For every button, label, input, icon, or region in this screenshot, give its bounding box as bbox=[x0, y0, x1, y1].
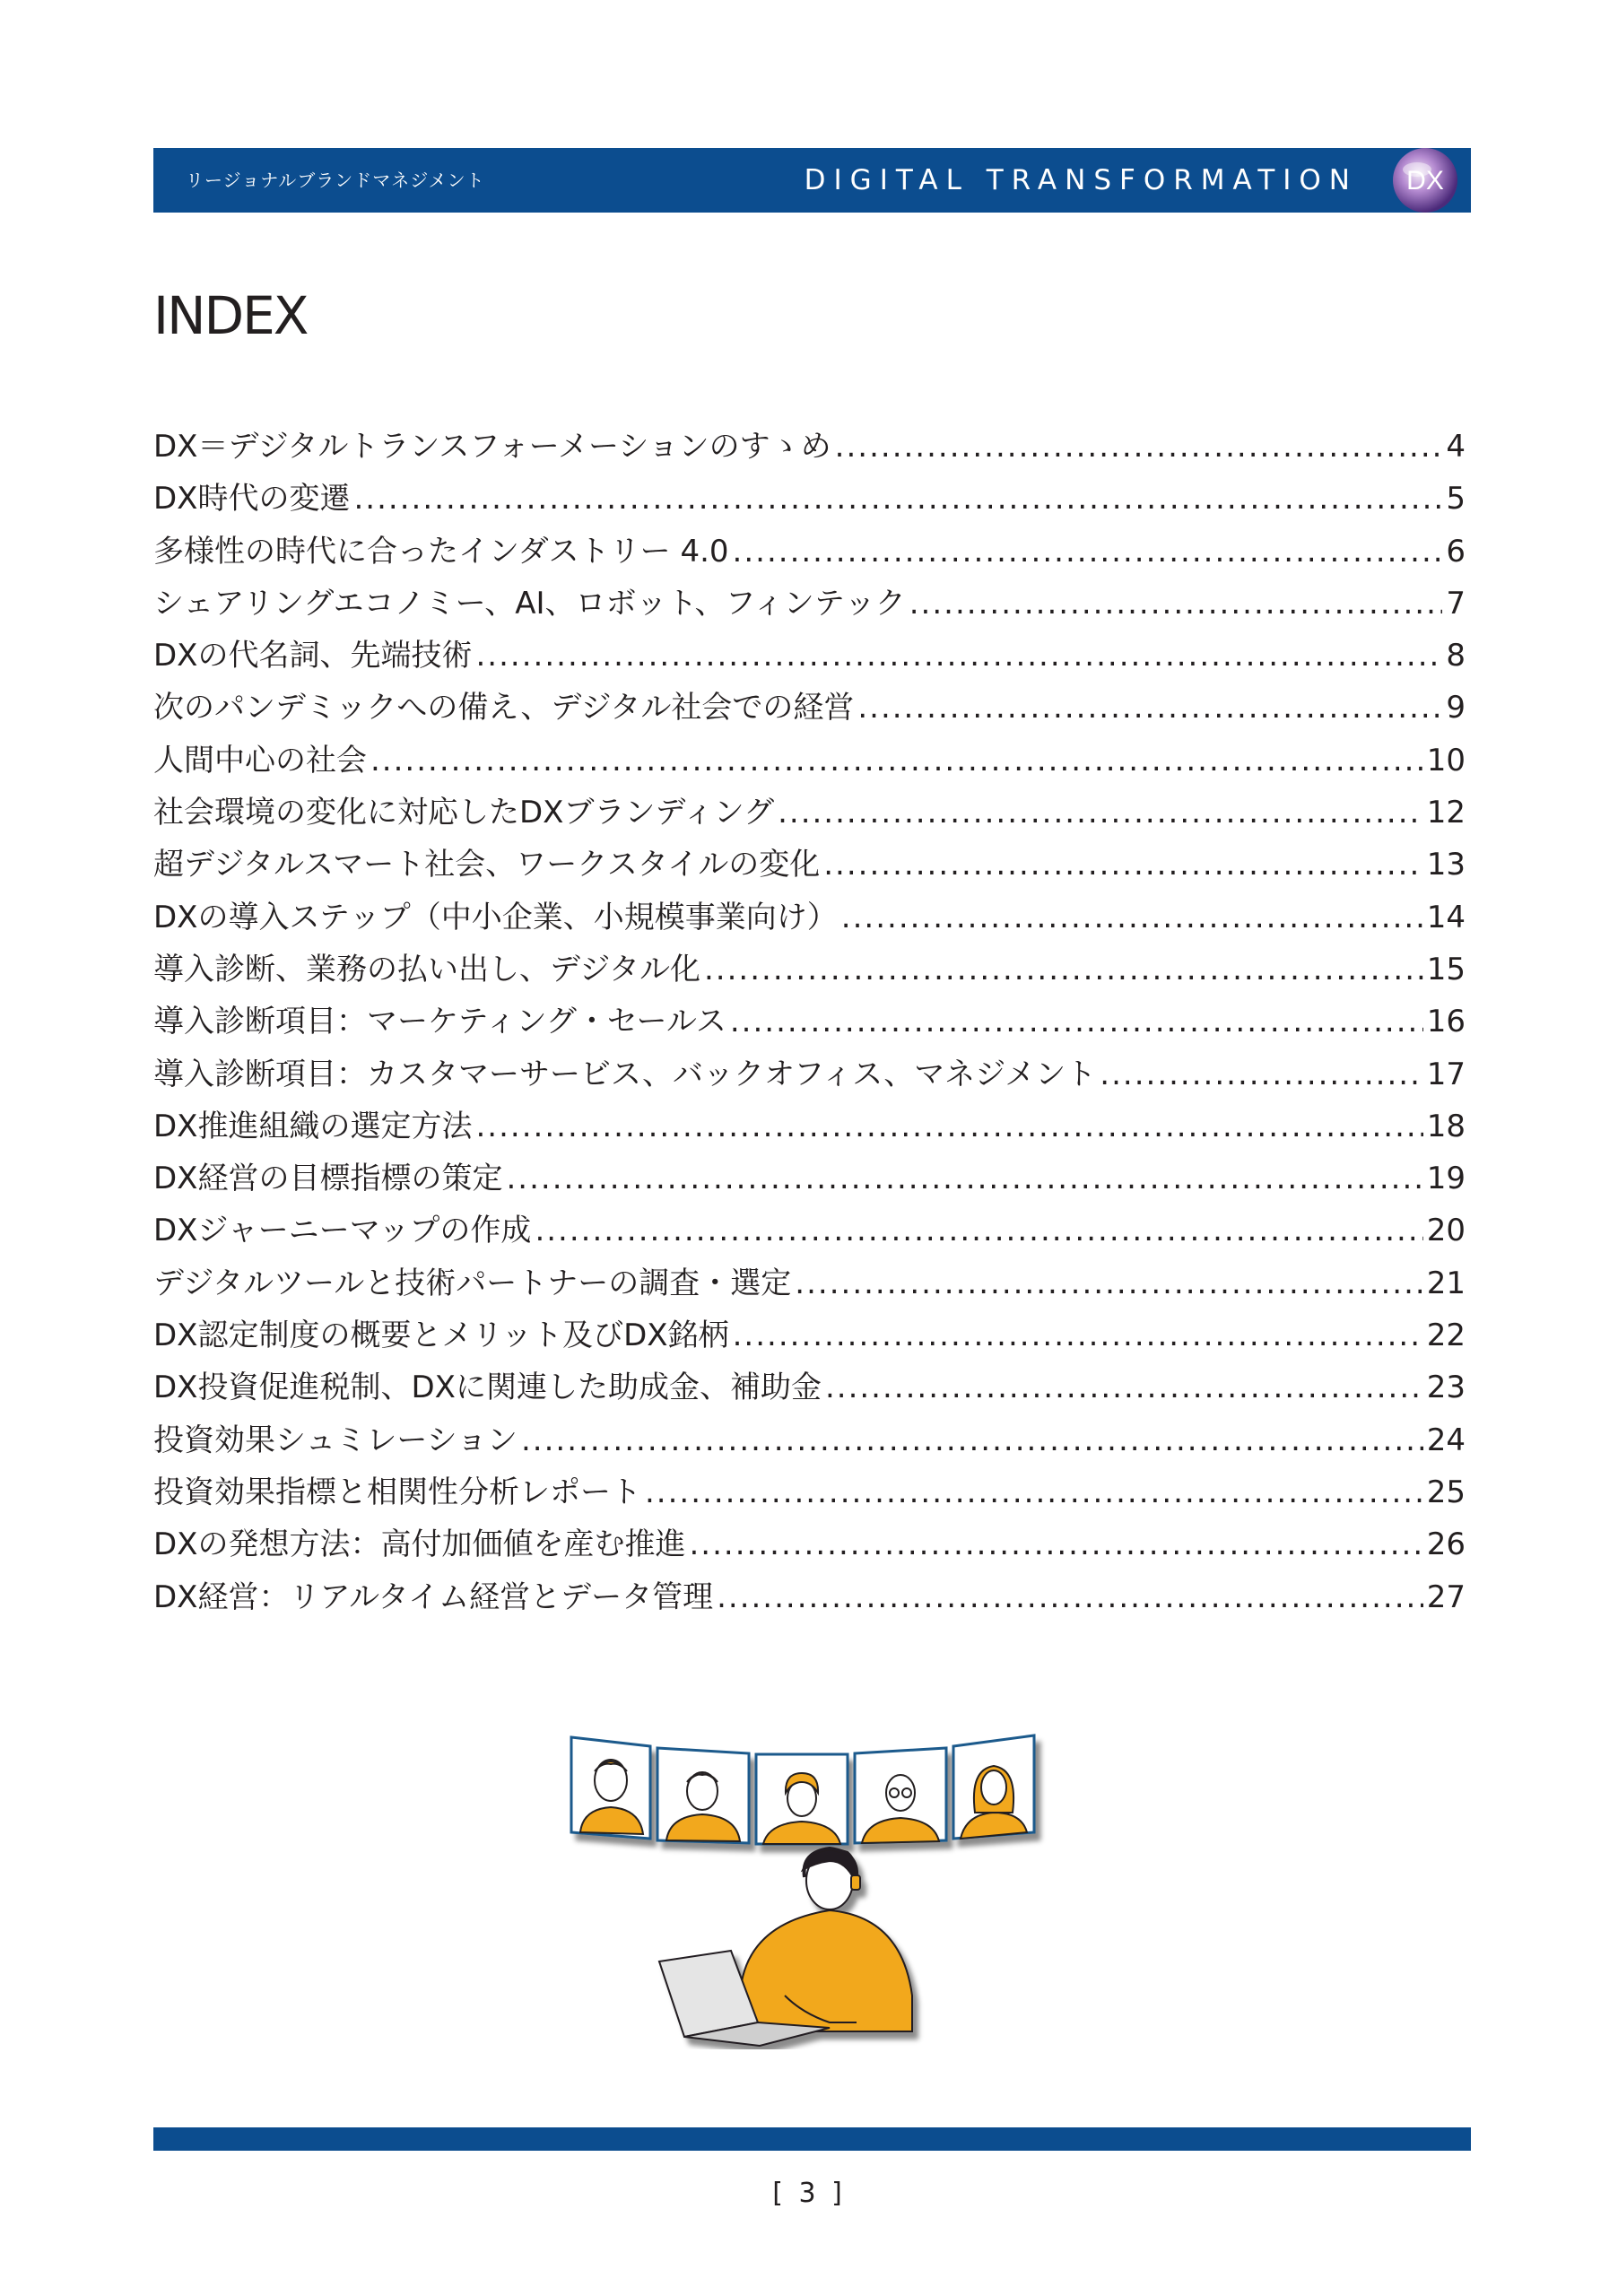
toc-item-label: 導入診断項目：カスタマーサービス、バックオフィス、マネジメント bbox=[153, 1056, 1097, 1092]
toc-item-label: 次のパンデミックへの備え、デジタル社会での経営 bbox=[153, 690, 855, 726]
toc-leader-dots bbox=[823, 847, 1422, 883]
toc-leader-dots bbox=[795, 1265, 1422, 1301]
toc-item-label: DXの導入ステップ（中小企業、小規模事業向け） bbox=[153, 899, 838, 935]
toc-leader-dots bbox=[506, 1161, 1422, 1196]
toc-item bbox=[153, 1153, 1466, 1205]
toc-item bbox=[153, 1049, 1466, 1101]
toc-item-page: 21 bbox=[1426, 1265, 1466, 1301]
dx-logo-text: DX bbox=[1406, 166, 1444, 196]
toc-item-label: DX投資促進税制、DXに関連した助成金、補助金 bbox=[153, 1370, 822, 1406]
toc-item-label: 社会環境の変化に対応したDXブランディング bbox=[153, 795, 775, 831]
toc-leader-dots bbox=[825, 1370, 1423, 1405]
toc-item-label: DX＝デジタルトランスフォーメーションのすゝめ bbox=[153, 429, 831, 465]
toc-leader-dots bbox=[645, 1474, 1423, 1510]
toc-item-page: 26 bbox=[1426, 1526, 1466, 1563]
toc-leader-dots bbox=[778, 795, 1423, 831]
toc-item bbox=[153, 787, 1466, 839]
toc-item-page: 16 bbox=[1426, 1004, 1466, 1040]
toc-item bbox=[153, 631, 1466, 683]
toc-item bbox=[153, 996, 1466, 1048]
toc-item-page: 17 bbox=[1426, 1056, 1466, 1092]
toc-item-label: DX経営の目標指標の策定 bbox=[153, 1161, 503, 1197]
toc-item-page: 22 bbox=[1426, 1318, 1466, 1354]
toc-item-label: DXの発想方法：高付加価値を産む推進 bbox=[153, 1526, 686, 1563]
toc-leader-dots bbox=[475, 1109, 1422, 1144]
toc-item-label: デジタルツールと技術パートナーの調査・選定 bbox=[153, 1265, 792, 1301]
toc-item bbox=[153, 944, 1466, 996]
toc-item bbox=[153, 735, 1466, 787]
toc-item bbox=[153, 1310, 1466, 1362]
toc-item-page: 8 bbox=[1446, 638, 1466, 674]
toc-leader-dots bbox=[717, 1579, 1423, 1615]
toc-item-page: 18 bbox=[1426, 1108, 1466, 1144]
toc-item bbox=[153, 422, 1466, 474]
footer-bar bbox=[153, 2127, 1471, 2151]
toc-item-page: 9 bbox=[1446, 690, 1466, 726]
toc-leader-dots bbox=[704, 952, 1423, 987]
toc-item bbox=[153, 892, 1466, 944]
toc-item-label: シェアリングエコノミー、AI、ロボット、フィンテック bbox=[153, 585, 906, 622]
header-subtitle: リージョナルブランドマネジメント bbox=[186, 170, 485, 191]
toc-leader-dots bbox=[857, 690, 1442, 726]
toc-item-label: 導入診断項目：マーケティング・セールス bbox=[153, 1004, 726, 1040]
header-bar bbox=[153, 148, 1471, 213]
toc-item-label: 投資効果シュミレーション bbox=[153, 1422, 518, 1458]
toc-item-page: 7 bbox=[1446, 585, 1466, 622]
toc-item-label: DX時代の変遷 bbox=[153, 481, 351, 517]
toc-item-page: 24 bbox=[1426, 1422, 1466, 1458]
toc-item bbox=[153, 1101, 1466, 1153]
toc-item-page: 20 bbox=[1426, 1213, 1466, 1249]
toc-leader-dots bbox=[370, 743, 1423, 778]
toc-item bbox=[153, 1362, 1466, 1414]
toc-item-label: DXの代名詞、先端技術 bbox=[153, 638, 473, 674]
toc-item-label: 導入診断、業務の払い出し、デジタル化 bbox=[153, 951, 700, 987]
toc-item bbox=[153, 1415, 1466, 1467]
toc-item bbox=[153, 578, 1466, 631]
toc-item-label: DXジャーニーマップの作成 bbox=[153, 1213, 532, 1249]
page-title: INDEX bbox=[153, 285, 308, 346]
toc-leader-dots bbox=[689, 1526, 1422, 1562]
toc-item bbox=[153, 526, 1466, 578]
toc-leader-dots bbox=[353, 481, 1442, 517]
toc-leader-dots bbox=[733, 1318, 1423, 1353]
toc-leader-dots bbox=[475, 638, 1442, 674]
table-of-contents bbox=[153, 422, 1466, 1624]
toc-leader-dots bbox=[841, 900, 1423, 935]
toc-item-label: DX推進組織の選定方法 bbox=[153, 1108, 473, 1144]
toc-leader-dots bbox=[521, 1422, 1423, 1458]
toc-item bbox=[153, 683, 1466, 735]
toc-item bbox=[153, 839, 1466, 891]
header-title: DIGITAL TRANSFORMATION bbox=[804, 164, 1358, 196]
toc-item-label: DX認定制度の概要とメリット及びDX銘柄 bbox=[153, 1318, 729, 1354]
toc-item-label: 超デジタルスマート社会、ワークスタイルの変化 bbox=[153, 847, 821, 883]
toc-item bbox=[153, 1519, 1466, 1571]
toc-leader-dots bbox=[909, 586, 1443, 622]
toc-item-label: 多様性の時代に合ったインダストリー 4.0 bbox=[153, 533, 729, 570]
toc-item-page: 15 bbox=[1426, 951, 1466, 987]
page-number: [ 3 ] bbox=[772, 2178, 846, 2209]
dx-logo-icon bbox=[1387, 144, 1464, 216]
toc-leader-dots bbox=[730, 1004, 1423, 1039]
toc-item bbox=[153, 1467, 1466, 1519]
toc-item-page: 10 bbox=[1426, 742, 1466, 778]
toc-item-page: 14 bbox=[1426, 899, 1466, 935]
toc-leader-dots bbox=[835, 429, 1443, 465]
toc-item-label: 投資効果指標と相関性分析レポート bbox=[153, 1474, 641, 1510]
toc-item-page: 25 bbox=[1426, 1474, 1466, 1510]
toc-item-page: 19 bbox=[1426, 1161, 1466, 1197]
toc-item-page: 6 bbox=[1446, 533, 1466, 570]
toc-item-page: 5 bbox=[1446, 481, 1466, 517]
toc-item bbox=[153, 474, 1466, 526]
toc-item bbox=[153, 1258, 1466, 1310]
toc-item bbox=[153, 1572, 1466, 1624]
toc-item-page: 12 bbox=[1426, 795, 1466, 831]
toc-item-page: 13 bbox=[1426, 847, 1466, 883]
toc-leader-dots bbox=[535, 1213, 1422, 1248]
toc-leader-dots bbox=[1100, 1057, 1422, 1092]
toc-item bbox=[153, 1205, 1466, 1257]
video-conference-illustration bbox=[561, 1726, 1063, 2049]
toc-item-label: DX経営：リアルタイム経営とデータ管理 bbox=[153, 1578, 714, 1615]
toc-leader-dots bbox=[733, 534, 1443, 570]
toc-item-page: 27 bbox=[1426, 1578, 1466, 1615]
toc-item-page: 4 bbox=[1446, 429, 1466, 465]
toc-item-label: 人間中心の社会 bbox=[153, 742, 367, 778]
toc-item-page: 23 bbox=[1426, 1370, 1466, 1406]
